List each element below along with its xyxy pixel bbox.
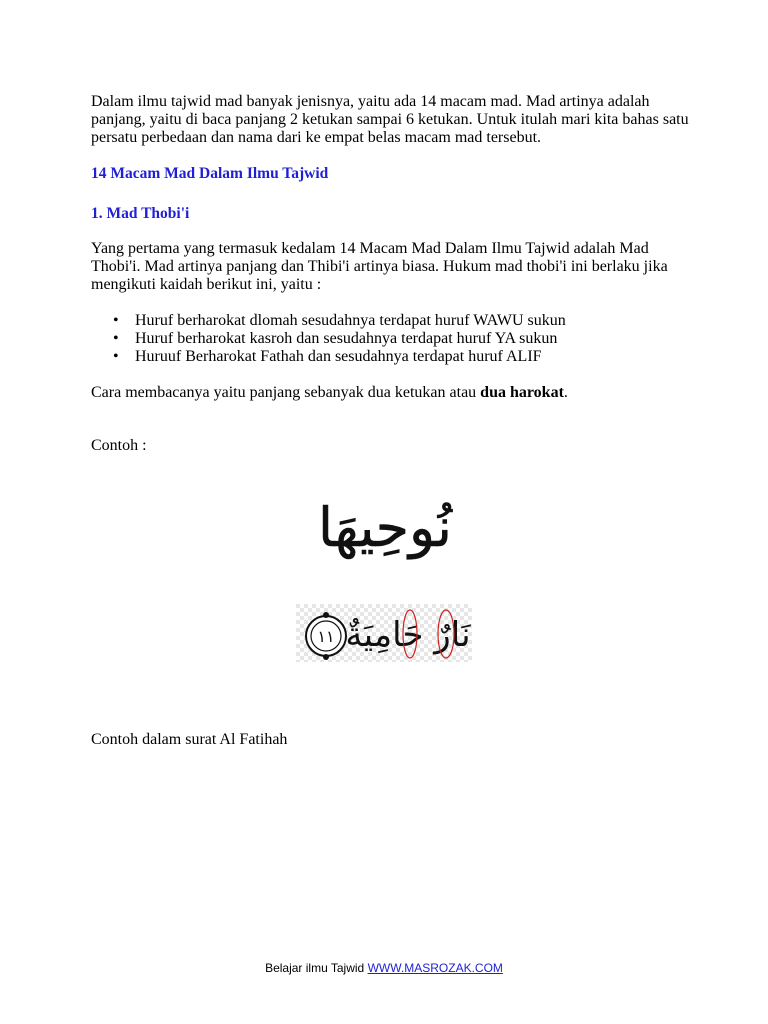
fatihah-example-label: Contoh dalam surat Al Fatihah [91, 731, 288, 748]
arabic-example-2-text: نَارٌ حَامِيَةٌ [345, 615, 471, 655]
arabic-example-1-text: نُوحِيهَا [318, 496, 452, 559]
list-item: • Huruuf Berharokat Fathah dan sesudahnya terdapat huruf ALIF [91, 348, 691, 366]
thobii-paragraph: Yang pertama yang termasuk kedalam 14 Macam Mad Dalam Ilmu Tajwid adalah Mad Thobi'i. Mad artinya panjang dan Thibi'i artinya biasa. Hukum mad thobi'i ini berlaku jika mengikuti kaidah berikut ini, yaitu : [91, 240, 668, 293]
arabic-example-image-2 [296, 604, 472, 662]
ayah-number: ١١ [317, 627, 335, 646]
footer-text: Belajar ilmu Tajwid [265, 961, 368, 975]
footer-link[interactable]: WWW.MASROZAK.COM [367, 961, 503, 975]
subsection-heading: 1. Mad Thobi'i [91, 205, 190, 222]
section-heading: 14 Macam Mad Dalam Ilmu Tajwid [91, 165, 329, 182]
reading-rule-text [91, 384, 568, 402]
intro-paragraph: Dalam ilmu tajwid mad banyak jenisnya, yaitu ada 14 macam mad. Mad artinya adalah panjang, yaitu di baca panjang 2 ketukan sampai 6 ketukan. Untuk itulah mari kita bahas satu persatu perbedaan dan nama dari ke empat belas macam mad tersebut. [91, 93, 689, 146]
reading-rule-bold: dua harokat [480, 384, 564, 401]
rules-list [91, 312, 691, 366]
reading-rule-prefix: Cara membacanya yaitu panjang sebanyak dua ketukan atau [91, 384, 481, 401]
list-item: • Huruf berharokat dlomah sesudahnya terdapat huruf WAWU sukun [91, 312, 691, 330]
reading-rule-suffix: . [563, 384, 568, 401]
example-label: Contoh : [91, 437, 147, 454]
page-footer [0, 961, 768, 975]
list-item: • Huruf berharokat kasroh dan sesudahnya terdapat huruf YA sukun [91, 330, 691, 348]
arabic-example-image-1 [290, 478, 480, 578]
